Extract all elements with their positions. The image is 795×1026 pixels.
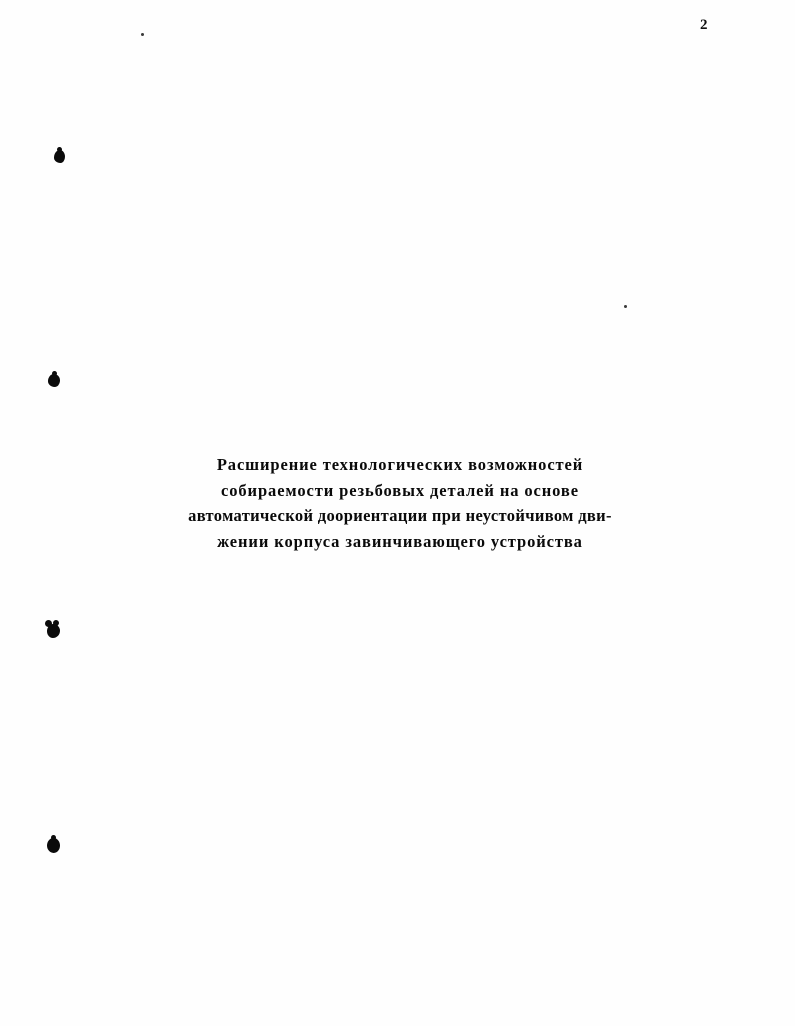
title-line-4: жении корпуса завинчивающего устройства [217,531,583,551]
page-number: 2 [700,17,708,33]
title-line-1: Расширение технологических возможностей [216,455,584,474]
ink-blot-artifact [48,374,60,387]
document-title [110,452,690,554]
scan-speck [141,33,144,36]
title-line-3: автоматической доориентации при неустойчивом дви- [188,506,612,525]
ink-blot-artifact [54,150,65,163]
title-line-2: собираемости резьбовых деталей на основе [221,480,579,500]
ink-blot-artifact [47,624,60,638]
scan-speck [624,305,627,308]
ink-blot-artifact [47,838,60,853]
